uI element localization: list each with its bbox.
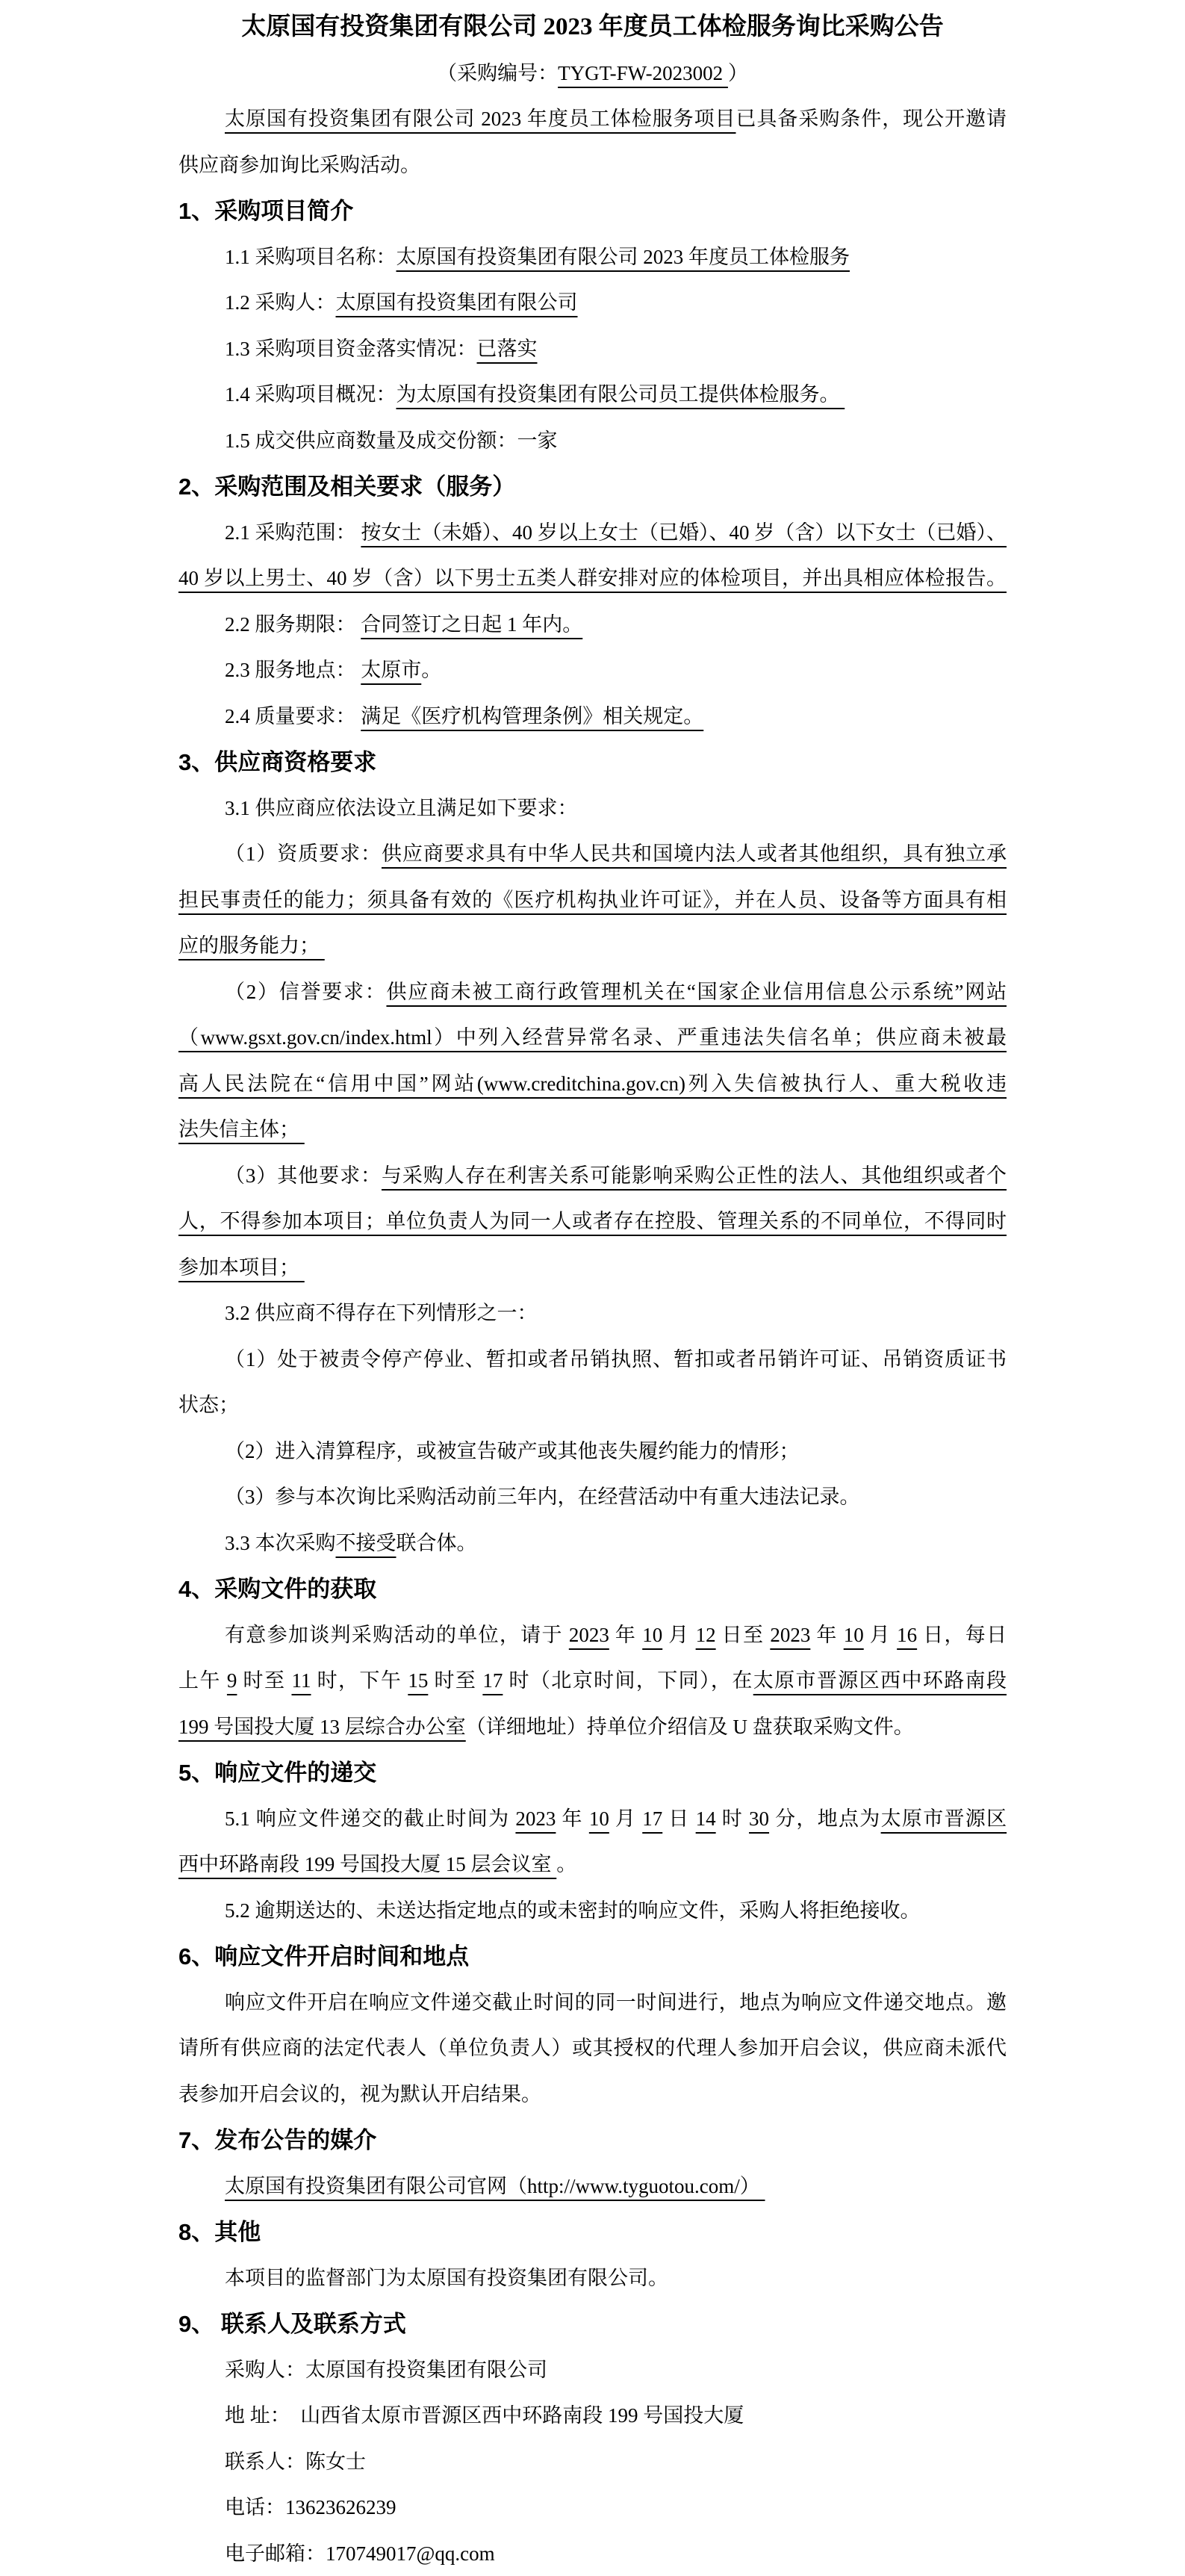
text-segment: 月 (863, 1623, 898, 1646)
text-segment: 。 (421, 659, 442, 681)
text-segment: 时至 (428, 1669, 483, 1692)
text-segment: 联系人：陈女士 (225, 2450, 366, 2473)
underlined-text-segment: 太原国有投资集团有限公司 2023 年度员工体检服务 (396, 245, 850, 268)
underlined-text-segment: 法失信主体； (178, 1118, 305, 1140)
procurement-number-line (178, 51, 1007, 97)
document-line (178, 1291, 1007, 1337)
document-line (178, 969, 1007, 1016)
text-segment: 已具备采购条件，现公开邀请 (735, 108, 1007, 130)
document-line (178, 786, 1007, 832)
underlined-text-segment: 2023 (568, 1623, 609, 1646)
underlined-text-segment: 高人民法院在“信用中国”网站(www.creditchina.gov.cn)列入失信被执行人、重大税收违 (178, 1072, 1007, 1095)
underlined-text-segment: 太原国有投资集团有限公司官网（http://www.tyguotou.com/） (225, 2174, 765, 2197)
text-segment: 3.2 供应商不得存在下列情形之一： (225, 1302, 538, 1324)
underlined-text-segment: 太原市 (361, 659, 422, 681)
underlined-text-segment: 已落实 (476, 337, 538, 360)
section-heading (178, 1566, 1007, 1613)
text-segment: 日，每日 (917, 1623, 1007, 1646)
document-line (178, 1613, 1007, 1659)
document-title (178, 4, 1007, 51)
underlined-text-segment: 10 (843, 1623, 864, 1646)
text-segment: 时 (715, 1807, 750, 1830)
text-segment: 2.2 服务期限： (225, 612, 361, 636)
document-line (178, 1061, 1007, 1108)
document-line (178, 418, 1007, 465)
text-segment: 日 (662, 1807, 696, 1830)
document-line (178, 1842, 1007, 1888)
text-segment: 有意参加谈判采购活动的单位，请于 (225, 1623, 569, 1646)
underlined-text-segment: 2023 (515, 1807, 556, 1830)
text-segment: 年 (609, 1623, 643, 1646)
document-line (178, 694, 1007, 740)
document-line (178, 2164, 1007, 2210)
text-segment: 年 (810, 1623, 844, 1646)
text-segment: 电子邮箱：170749017@qq.com (225, 2542, 495, 2565)
underlined-text-segment: 太原市晋源区西中环路南段 (753, 1669, 1007, 1692)
document-line (178, 1704, 1007, 1751)
underlined-text-segment: 太原国有投资集团有限公司 2023 年度员工体检服务项目 (225, 108, 736, 130)
underlined-text-segment: 为太原国有投资集团有限公司员工提供体检服务。 (396, 383, 845, 406)
text-segment: 电话：13623626239 (225, 2496, 396, 2518)
document-line (178, 1337, 1007, 1383)
text-segment: 9、 联系人及联系方式 (178, 2311, 406, 2337)
underlined-text-segment: 参加本项目； (178, 1256, 305, 1279)
text-segment: 2.4 质量要求： (225, 704, 361, 727)
underlined-text-segment: 14 (695, 1807, 716, 1830)
text-segment: 1.2 采购人： (225, 291, 336, 314)
document-line (178, 1153, 1007, 1199)
text-segment: 1.4 采购项目概况： (225, 383, 396, 406)
text-segment: 时（北京时间，下同），在 (503, 1669, 753, 1692)
text-segment: 8、其他 (178, 2219, 261, 2245)
text-segment: 5.1 响应文件递交的截止时间为 (225, 1807, 516, 1830)
underlined-text-segment: 西中环路南段 199 号国投大厦 15 层会议室 (178, 1853, 557, 1875)
underlined-text-segment: 15 (408, 1669, 429, 1692)
underlined-text-segment: 担民事责任的能力；须具备有效的《医疗机构执业许可证》，并在人员、设备等方面具有相 (178, 888, 1007, 911)
text-segment: 5、响应文件的递交 (178, 1760, 377, 1786)
document-line (178, 280, 1007, 326)
underlined-text-segment: TYGT-FW-2023002 (558, 61, 728, 84)
document-line (178, 2256, 1007, 2302)
underlined-text-segment: 应的服务能力； (178, 934, 325, 957)
text-segment: 月 (609, 1807, 643, 1830)
text-segment: 响应文件开启在响应文件递交截止时间的同一时间进行，地点为响应文件递交地点。邀 (225, 1990, 1007, 2014)
section-heading (178, 464, 1007, 510)
underlined-text-segment: 30 (749, 1807, 770, 1830)
text-segment: 采购人：太原国有投资集团有限公司 (225, 2358, 547, 2381)
document-line (178, 1521, 1007, 1567)
text-segment: 3、供应商资格要求 (178, 749, 377, 775)
text-segment: 上午 (178, 1669, 227, 1692)
text-segment: 日至 (715, 1623, 771, 1646)
text-segment: 状态； (178, 1394, 239, 1416)
document-line (178, 2347, 1007, 2394)
text-segment: 表参加开启会议的，视为默认开启结果。 (178, 2082, 541, 2105)
section-heading (178, 1934, 1007, 1980)
document-line (178, 2072, 1007, 2118)
section-heading (178, 739, 1007, 786)
underlined-text-segment: 合同签订之日起 1 年内。 (361, 612, 583, 636)
text-segment: 1.1 采购项目名称： (225, 245, 396, 268)
underlined-text-segment: 10 (642, 1623, 663, 1646)
document-line (178, 96, 1007, 143)
text-segment: 分，地点为 (769, 1807, 881, 1830)
text-segment: （1）资质要求： (225, 842, 382, 865)
text-segment: （2）信誉要求： (225, 980, 387, 1003)
underlined-text-segment: 太原国有投资集团有限公司 (335, 291, 578, 314)
text-segment: 5.2 逾期送达的、未送达指定地点的或未密封的响应文件，采购人将拒绝接收。 (225, 1899, 921, 1922)
document-line (178, 556, 1007, 602)
underlined-text-segment: 12 (695, 1623, 716, 1646)
text-segment: （1）处于被责令停产停业、暂扣或者吊销执照、暂扣或者吊销许可证、吊销资质证书 (225, 1347, 1007, 1371)
section-heading (178, 2209, 1007, 2256)
document-line (178, 923, 1007, 969)
underlined-text-segment: 40 岁以上男士、40 岁（含）以下男士五类人群安排对应的体检项目，并出具相应体检报告。 (178, 567, 1007, 589)
text-segment: （详细地址）持单位介绍信及 U 盘获取采购文件。 (465, 1715, 914, 1738)
document-line (178, 1474, 1007, 1521)
text-segment: 6、响应文件开启时间和地点 (178, 1943, 470, 1970)
underlined-text-segment: 11 (291, 1669, 311, 1692)
document-line (178, 1199, 1007, 1245)
text-segment: 4、采购文件的获取 (178, 1576, 377, 1602)
document-line (178, 878, 1007, 924)
document-line (178, 1796, 1007, 1843)
section-heading (178, 1750, 1007, 1796)
underlined-text-segment: 不接受 (335, 1531, 396, 1554)
underlined-text-segment: 2023 (770, 1623, 811, 1646)
document-line (178, 510, 1007, 556)
text-segment: 地 址： 山西省太原市晋源区西中环路南段 199 号国投大厦 (225, 2404, 744, 2427)
underlined-text-segment: 太原市晋源区 (880, 1807, 1007, 1830)
text-segment: 1.5 成交供应商数量及成交份额：一家 (225, 429, 558, 452)
text-segment: ） (727, 61, 748, 84)
text-segment: （采购编号： (437, 61, 559, 84)
document-line (178, 326, 1007, 373)
text-segment: 3.1 供应商应依法设立且满足如下要求： (225, 796, 578, 819)
text-segment: （2）进入清算程序，或被宣告破产或其他丧失履约能力的情形； (225, 1439, 800, 1462)
section-heading (178, 2301, 1007, 2347)
document-line (178, 1107, 1007, 1153)
text-segment: 1.3 采购项目资金落实情况： (225, 337, 477, 360)
underlined-text-segment: 10 (588, 1807, 609, 1830)
underlined-text-segment: 与采购人存在利害关系可能影响采购公正性的法人、其他组织或者个 (381, 1164, 1007, 1187)
underlined-text-segment: 按女士（未婚）、40 岁以上女士（已婚）、40 岁（含）以下女士（已婚）、 (361, 521, 1007, 544)
document-line (178, 1658, 1007, 1704)
text-segment: 1、采购项目简介 (178, 198, 354, 224)
text-segment: 月 (662, 1623, 696, 1646)
document-line (178, 1429, 1007, 1475)
document-line (178, 2531, 1007, 2576)
underlined-text-segment: 供应商未被工商行政管理机关在“国家企业信用信息公示系统”网站 (386, 980, 1007, 1003)
text-segment: 供应商参加询比采购活动。 (178, 153, 420, 176)
document-line (178, 1980, 1007, 2026)
document-line (178, 235, 1007, 281)
underlined-text-segment: 199 号国投大厦 13 层综合办公室 (178, 1715, 466, 1738)
underlined-text-segment: 供应商要求具有中华人民共和国境内法人或者其他组织，具有独立承 (381, 842, 1007, 865)
text-segment: 联合体。 (396, 1531, 477, 1554)
text-segment: 7、发布公告的媒介 (178, 2127, 377, 2153)
document-line (178, 372, 1007, 418)
underlined-text-segment: 16 (897, 1623, 918, 1646)
document-line (178, 1015, 1007, 1061)
text-segment: 2.1 采购范围： (225, 521, 361, 544)
section-heading (178, 188, 1007, 235)
document-line (178, 2393, 1007, 2439)
document-line (178, 648, 1007, 694)
document-line (178, 2485, 1007, 2531)
document-line (178, 1888, 1007, 1934)
text-segment: 时，下午 (311, 1669, 408, 1692)
text-segment: 3.3 本次采购 (225, 1531, 336, 1554)
text-segment: 本项目的监督部门为太原国有投资集团有限公司。 (225, 2266, 668, 2289)
text-segment: 太原国有投资集团有限公司 2023 年度员工体检服务询比采购公告 (241, 13, 944, 40)
underlined-text-segment: （www.gsxt.gov.cn/index.html）中列入经营异常名录、严重违法失信名单；供应商未被最 (178, 1026, 1007, 1049)
text-segment: 请所有供应商的法定代表人（单位负责人）或其授权的代理人参加开启会议，供应商未派代 (178, 2037, 1007, 2059)
text-segment: 2.3 服务地点： (225, 659, 361, 681)
underlined-text-segment: 9 (226, 1669, 237, 1692)
text-segment: （3）参与本次询比采购活动前三年内，在经营活动中有重大违法记录。 (225, 1486, 860, 1508)
section-heading (178, 2117, 1007, 2164)
underlined-text-segment: 17 (482, 1669, 503, 1692)
text-segment: （3）其他要求： (225, 1164, 382, 1187)
underlined-text-segment: 人，不得参加本项目；单位负责人为同一人或者存在控股、管理关系的不同单位，不得同时 (178, 1210, 1007, 1232)
text-segment: 2、采购范围及相关要求（服务） (178, 474, 516, 500)
document-line (178, 143, 1007, 189)
document-line (178, 2026, 1007, 2072)
document-line (178, 2439, 1007, 2486)
document-line (178, 1245, 1007, 1291)
document-line (178, 831, 1007, 878)
text-segment: 。 (556, 1853, 577, 1875)
text-segment: 年 (556, 1807, 589, 1830)
underlined-text-segment: 17 (642, 1807, 663, 1830)
text-segment: 时至 (237, 1669, 292, 1692)
document-line (178, 602, 1007, 648)
underlined-text-segment: 满足《医疗机构管理条例》相关规定。 (361, 704, 704, 727)
document-line (178, 1382, 1007, 1429)
